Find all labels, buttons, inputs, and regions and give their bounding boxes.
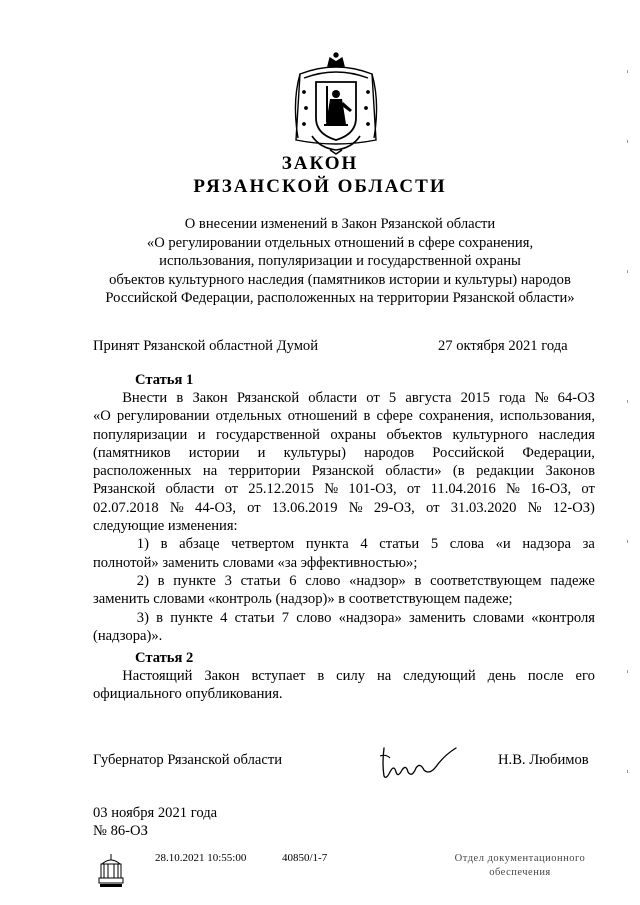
word: популяризации [93, 426, 188, 443]
word: после [527, 668, 564, 684]
scan-edge-marks [626, 70, 630, 800]
word: № [169, 499, 184, 516]
word: в [414, 572, 422, 589]
article-1-line: (надзора)». [93, 627, 163, 644]
word: слова [449, 536, 484, 553]
print-timestamp: 28.10.2021 10:55:00 [155, 852, 247, 864]
word: пункта [305, 536, 349, 553]
word: 13.06.2019 [271, 499, 338, 516]
word: от [581, 481, 595, 498]
word: пункте [170, 609, 213, 626]
word: в [317, 668, 325, 684]
article-1-line [93, 609, 595, 627]
word: падеже [550, 572, 595, 589]
word: культуры) [283, 444, 346, 461]
word: надзора [522, 536, 572, 553]
region-title: РЯЗАНСКОЙ ОБЛАСТИ [193, 176, 447, 197]
word: 16-ОЗ, [530, 481, 572, 498]
word: Российской [432, 444, 505, 461]
article-1-line [93, 389, 595, 407]
word: 5 [430, 536, 439, 553]
word: (памятников [93, 444, 171, 461]
word: абзаце [179, 536, 220, 553]
word: редакции [476, 463, 535, 480]
word: 101-ОЗ, [348, 481, 397, 498]
article-1-line [93, 462, 595, 480]
article-1-line [93, 572, 595, 590]
article-1-line [93, 407, 595, 425]
article-1-body [93, 389, 595, 645]
word: в [160, 536, 168, 553]
word: отдельных [215, 408, 282, 425]
word: заменить [409, 609, 466, 626]
word: силу [336, 668, 366, 684]
word: истории [188, 444, 240, 461]
word: «О [93, 408, 111, 425]
word: слово [305, 572, 341, 589]
word: в [156, 609, 164, 626]
word: день [487, 668, 516, 684]
word: 6 [289, 572, 297, 589]
word: «и [495, 536, 511, 553]
word: Закон [204, 668, 240, 684]
word: четвертом [231, 536, 295, 553]
word: вступает [251, 668, 306, 684]
word: 2015 [460, 390, 490, 406]
word: культурного [452, 426, 529, 443]
word: пункте [173, 572, 216, 589]
article-1-heading: Статья 1 [135, 372, 194, 388]
word: 3) [93, 609, 149, 626]
adoption-date: 27 октября 2021 года [438, 338, 568, 354]
word: 7 [281, 609, 290, 626]
word: «надзор» [349, 572, 406, 589]
subject-line: О внесении изменений в Закон Рязанской области [184, 216, 496, 232]
word: наследия [538, 426, 595, 443]
article-1-line [93, 444, 595, 462]
word: слово [296, 609, 332, 626]
handwritten-signature [372, 742, 462, 784]
article-1-line [93, 426, 595, 444]
article-1-line: заменить словами «контроль (надзор)» в соответствующем падеже; [93, 591, 513, 608]
governor-title: Губернатор Рязанской области [93, 752, 283, 768]
word: № [534, 390, 549, 406]
word: в [157, 572, 165, 589]
word: регулировании [116, 408, 210, 425]
word: № [324, 481, 339, 498]
word: отношений [287, 408, 358, 425]
governor-name: Н.В. Любимов [498, 752, 589, 768]
word: от [426, 499, 440, 516]
word: охраны [330, 426, 377, 443]
word: за [582, 536, 595, 553]
word: государственной [215, 426, 320, 443]
word: объектов [386, 426, 443, 443]
word: использования, [499, 408, 595, 425]
word: области [308, 390, 358, 406]
word: (в [452, 463, 465, 480]
department-stamp [450, 852, 590, 880]
department-line: обеспечения [489, 867, 551, 878]
word: Настоящий [93, 668, 193, 684]
subject-line: «О регулировании отдельных отношений в сфере сохранения, [146, 234, 534, 251]
word: территории [228, 463, 301, 480]
coat-of-arms-emblem [290, 52, 382, 156]
word: 29-ОЗ, [373, 499, 415, 516]
article-1-line [93, 480, 595, 498]
word: «контроля [531, 609, 595, 626]
word: года [499, 390, 526, 406]
word: Закон [192, 390, 228, 406]
word: следующий [403, 668, 476, 684]
word: 25.12.2015 [248, 481, 314, 498]
word: области» [385, 463, 442, 480]
document-number: 40850/1-7 [282, 852, 328, 864]
word: 02.07.2018 [93, 499, 159, 516]
word: 44-ОЗ, [195, 499, 236, 516]
word: от [224, 481, 239, 498]
word: Федерации, [522, 444, 595, 461]
word: области [165, 481, 215, 498]
signing-date: 03 ноября 2021 года [93, 805, 218, 821]
word: народов [364, 444, 415, 461]
word: 12-ОЗ) [552, 499, 595, 516]
department-line: Отдел документационного [454, 853, 586, 864]
word: августа [405, 390, 452, 406]
word: № [527, 499, 542, 516]
word: 1) [93, 536, 149, 553]
word: Законов [545, 463, 595, 480]
word: № [348, 499, 363, 516]
article-2-body [93, 667, 595, 704]
word: расположенных [93, 463, 192, 480]
word: 64-ОЗ [557, 390, 595, 406]
word: и [257, 444, 266, 461]
word: 2) [93, 572, 149, 589]
subject-line: Российской Федерации, расположенных на территории Рязанской области» [105, 290, 575, 306]
word: 11.04.2016 [430, 481, 496, 498]
word: статьи [234, 609, 275, 626]
word: 5 [388, 390, 397, 406]
article-2-line: официального опубликования. [93, 686, 283, 703]
word: на [202, 463, 218, 480]
word: соответствующем [430, 572, 542, 589]
word: и [197, 426, 206, 443]
word: Рязанской [311, 463, 374, 480]
subject-line: объектов культурного наследия (памятников истории и культуры) народов [109, 271, 571, 288]
word: Внести [93, 390, 168, 406]
subject-line: использования, популяризации и государственной охраны [159, 253, 521, 269]
word: Рязанской [236, 390, 300, 406]
word: на [376, 668, 392, 684]
word: 4 [220, 609, 228, 626]
word: «надзора» [338, 609, 402, 626]
word: сохранения, [418, 408, 494, 425]
article-2-heading: Статья 2 [135, 650, 194, 666]
word: сфере [376, 408, 413, 425]
law-title: ЗАКОН [281, 153, 359, 174]
word: статьи [240, 572, 281, 589]
duma-logo-icon [96, 852, 126, 888]
word: его [575, 668, 595, 684]
word: в [176, 390, 184, 406]
article-1-line: полнотой» заменить словами «за эффективностью»; [93, 554, 418, 571]
word: 3 [224, 572, 232, 589]
article-1-line [93, 535, 595, 553]
adopted-by-label: Принят Рязанской областной Думой [93, 338, 319, 354]
word: словами [472, 609, 525, 626]
word: от [247, 499, 261, 516]
article-1-line: следующие изменения: [93, 518, 238, 535]
word: Рязанской [93, 481, 156, 498]
word: в [363, 408, 371, 425]
word: 31.03.2020 [450, 499, 517, 516]
article-2-line [93, 667, 595, 685]
word: статьи [379, 536, 420, 553]
word: от [366, 390, 380, 406]
article-1-line [93, 499, 595, 517]
word: № [506, 481, 520, 498]
law-number: № 86-ОЗ [93, 823, 148, 839]
word: от [406, 481, 421, 498]
word: 4 [360, 536, 368, 553]
law-subject [70, 215, 610, 308]
